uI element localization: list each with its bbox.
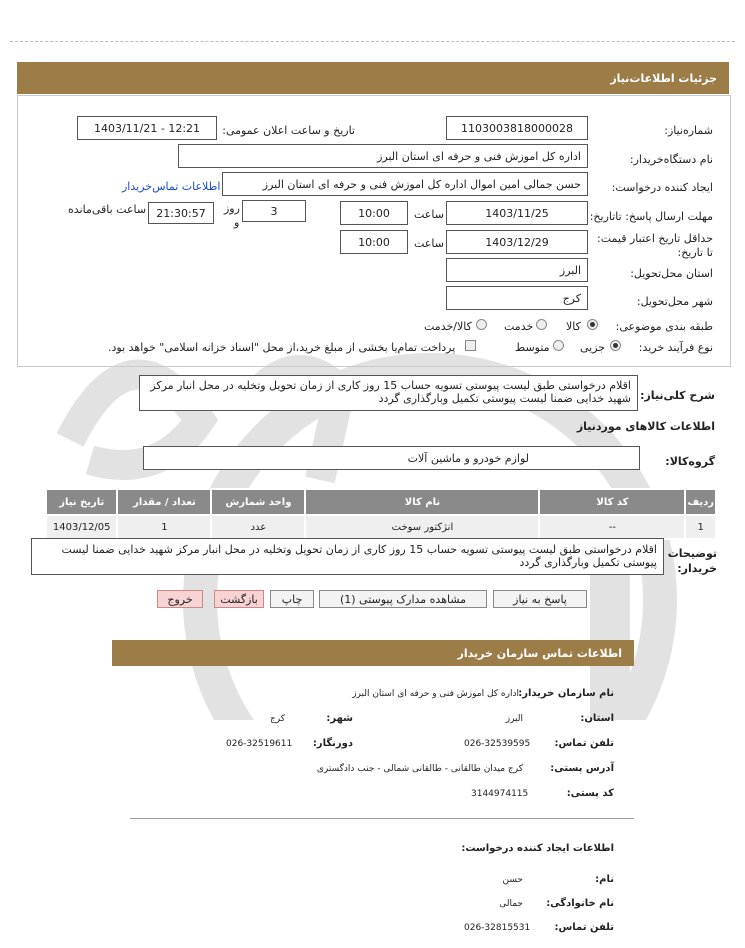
remaining-time-field: 21:30:57	[148, 202, 214, 224]
deadline-date-field: 1403/11/25	[446, 201, 588, 225]
cell-unit: عدد	[211, 515, 305, 539]
creator-info-title: اطلاعات ایجاد کننده درخواست:	[461, 843, 614, 854]
buyer-notes-label: توضیحات خریدار:	[667, 547, 717, 575]
contact-phone-label: تلفن تماس:	[554, 738, 614, 749]
contact-fax-value: 026-32519611	[226, 739, 293, 749]
contact-city-label: شهر:	[326, 713, 353, 724]
contact-address-value: کرج میدان طالقانی - طالقانی شمالی - جنب دادگستری	[316, 764, 523, 774]
goods-group-field: لوازم خودرو و ماشین آلات	[143, 446, 640, 470]
contact-city-value: کرج	[269, 714, 285, 724]
goods-info-title: اطلاعات کالاهای موردنیاز	[576, 420, 715, 433]
exit-button[interactable]: خروج	[157, 590, 203, 608]
process-label: نوع فرآیند خرید:	[638, 341, 713, 354]
print-button[interactable]: چاپ	[270, 590, 314, 608]
contact-org-label: نام سازمان خریدار:	[518, 688, 614, 699]
category-option-goods: کالا	[566, 320, 581, 333]
city-label: شهر محل‌تحویل:	[636, 295, 713, 308]
details-header-bar	[17, 62, 729, 94]
creator-phone-value: 026-32815531	[464, 923, 531, 933]
deadline-time-label: ساعت	[414, 208, 444, 221]
creator-phone-label: تلفن تماس:	[554, 922, 614, 933]
category-radio-service[interactable]	[536, 319, 547, 330]
contact-divider	[130, 818, 634, 819]
contact-phone-value: 026-32539595	[464, 739, 531, 749]
province-field: البرز	[446, 258, 588, 282]
col-qty: تعداد / مقدار	[117, 489, 211, 515]
category-label: طبقه بندی موضوعی:	[615, 320, 713, 333]
top-divider	[10, 41, 735, 42]
cell-row: 1	[685, 515, 716, 539]
need-number-field: 1103003818000028	[446, 116, 588, 140]
items-table-header	[46, 489, 716, 515]
category-radio-both[interactable]	[476, 319, 487, 330]
days-label: روز	[224, 202, 240, 215]
deadline-time-field: 10:00	[340, 201, 408, 225]
remaining-label: ساعت باقی‌مانده	[68, 203, 147, 216]
contact-header-title: اطلاعات تماس سازمان خریدار	[457, 646, 622, 660]
reply-button[interactable]: پاسخ به نیاز	[493, 590, 587, 608]
creator-family-label: نام خانوادگی:	[546, 898, 614, 909]
view-docs-button[interactable]: مشاهده مدارک پیوستی (1)	[319, 590, 487, 608]
cell-name: انژکتور سوخت	[305, 515, 539, 539]
col-name: نام کالا	[305, 489, 539, 515]
col-unit: واحد شمارش	[211, 489, 305, 515]
col-row: ردیف	[685, 489, 716, 515]
col-date: تاریخ نیاز	[46, 489, 117, 515]
contact-org-value: اداره کل اموزش فنی و حرفه ای استان البرز	[352, 689, 519, 699]
min-valid-label: حداقل تاریخ اعتبار قیمت: تا تاریخ:	[597, 232, 713, 259]
treasury-payment-checkbox[interactable]	[465, 340, 476, 351]
process-option-minor: جزیی	[580, 341, 606, 354]
city-field: کرج	[446, 286, 588, 310]
min-valid-date-field: 1403/12/29	[446, 230, 588, 254]
process-option-medium: متوسط	[515, 341, 550, 354]
province-label: استان محل‌تحویل:	[630, 267, 713, 280]
process-radio-medium[interactable]	[553, 340, 564, 351]
min-valid-time-label: ساعت	[414, 237, 444, 250]
contact-address-label: آدرس پستی:	[550, 763, 614, 774]
buyer-org-label: نام دستگاه‌خریدار:	[629, 153, 713, 166]
creator-label: ایجاد کننده درخواست:	[611, 181, 713, 194]
buyer-notes-field: اقلام درخواستی طبق لیست پیوستی تسویه حساب 15 روز کاری از زمان تحویل وتخلیه در محل انبار مرکز شهید خدایی ضمنا لیست پیوستی تکمیل وبارگذاری گردد	[31, 538, 664, 575]
category-radio-goods[interactable]	[587, 319, 598, 330]
goods-group-label: گروه‌کالا:	[665, 455, 715, 468]
back-button[interactable]: بازگشت	[214, 590, 264, 608]
process-radio-minor[interactable]	[610, 340, 621, 351]
cell-date: 1403/12/05	[46, 515, 117, 539]
creator-field: حسن جمالی امین اموال اداره کل اموزش فنی و حرفه ای استان البرز	[222, 172, 588, 196]
contact-fax-label: دورنگار:	[312, 738, 353, 749]
details-header-title: جزئیات اطلاعات‌نیاز	[610, 71, 717, 85]
announce-field: 1403/11/21 - 12:21	[77, 116, 217, 140]
contact-header-bar	[112, 640, 634, 666]
col-code: کد کالا	[539, 489, 685, 515]
table-row	[46, 515, 716, 539]
items-table	[45, 488, 717, 540]
cell-code: --	[539, 515, 685, 539]
summary-field: اقلام درخواستی طبق لیست پیوستی تسویه حساب 15 روز کاری از زمان تحویل وتخلیه در محل انبار مرکز شهید خدایی ضمنا لیست پیوستی تکمیل وبارگذاری گردد	[139, 375, 638, 411]
category-option-both: کالا/خدمت	[424, 320, 472, 333]
category-option-service: خدمت	[504, 320, 534, 333]
cell-qty: 1	[117, 515, 211, 539]
announce-label: تاریخ و ساعت اعلان عمومی:	[222, 124, 355, 137]
and-label: و	[234, 216, 240, 229]
min-valid-time-field: 10:00	[340, 230, 408, 254]
creator-name-label: نام:	[595, 874, 614, 885]
contact-province-label: استان:	[580, 713, 614, 724]
need-number-label: شماره‌نیاز:	[664, 124, 713, 137]
buyer-org-field: اداره کل اموزش فنی و حرفه ای استان البرز	[178, 144, 588, 168]
deadline-label: مهلت ارسال پاسخ: تاتاریخ:	[589, 210, 713, 223]
contact-postal-label: کد پستی:	[566, 788, 614, 799]
creator-name-value: حسن	[502, 875, 523, 885]
buyer-contact-link[interactable]: اطلاعات تماس‌خریدار	[122, 180, 221, 193]
contact-postal-value: 3144974115	[471, 789, 529, 799]
creator-family-value: جمالی	[499, 899, 523, 909]
days-field: 3	[242, 200, 306, 222]
treasury-payment-note: پرداخت تمام‌یا بخشی از مبلغ خرید،از محل "اسناد خزانه اسلامی" خواهد بود.	[108, 341, 456, 354]
summary-label: شرح کلی‌نیاز:	[640, 389, 715, 402]
contact-province-value: البرز	[505, 714, 523, 724]
